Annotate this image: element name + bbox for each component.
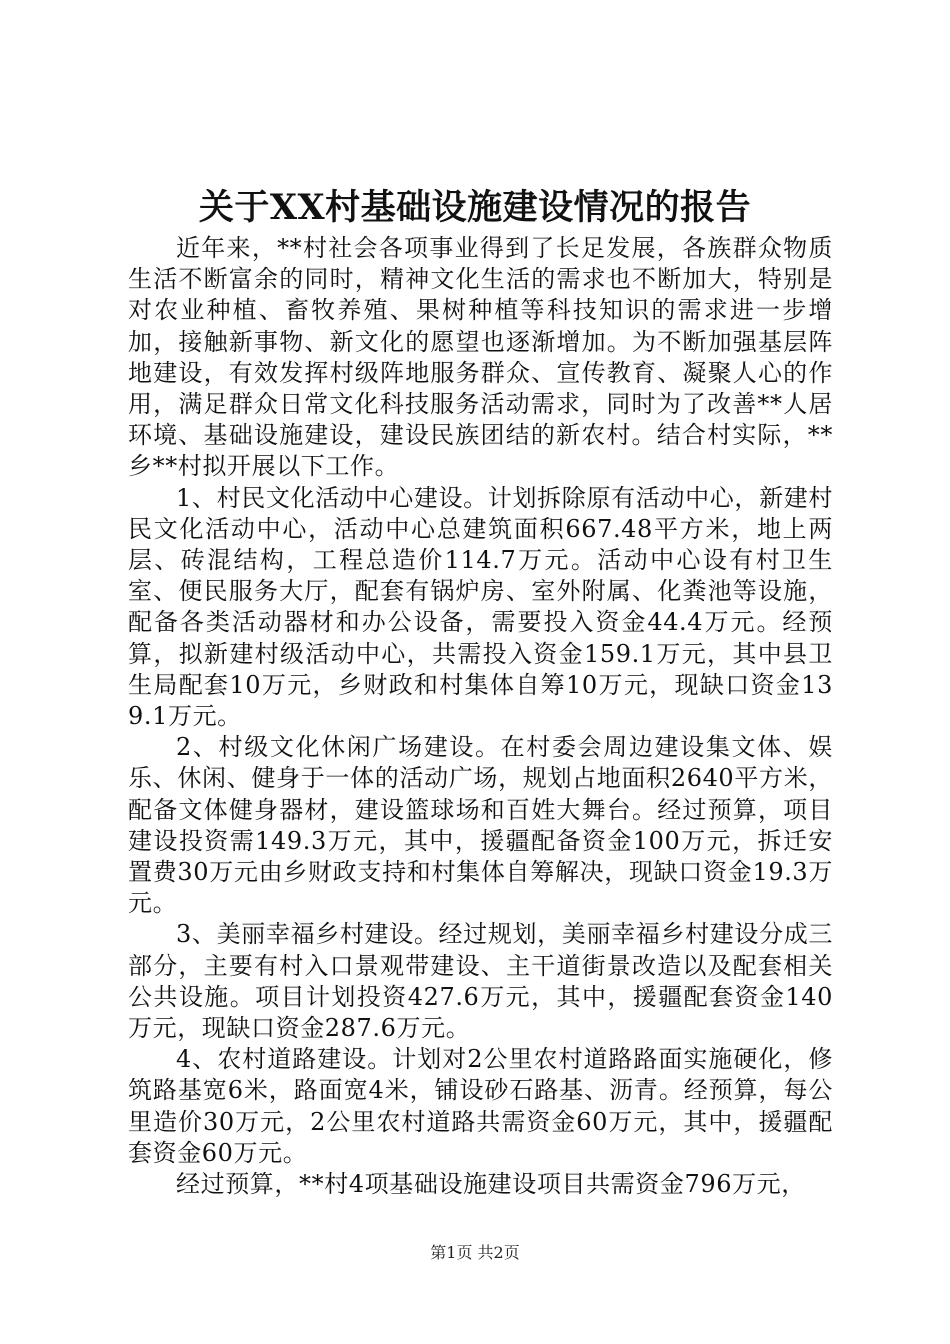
page-footer: 第1页 共2页	[430, 1243, 520, 1262]
summary-paragraph: 经过预算，**村4项基础设施建设项目共需资金796万元，	[176, 1170, 806, 1199]
item-1-paragraph: 1、村民文化活动中心建设。计划拆除原有活动中心，新建村民文化活动中心，活动中心总建筑面积667.48平方米，地上两层、砖混结构，工程总造价114.7万元。活动中心设有村卫生室、便民服务大厅，配套有锅炉房、室外附属、化粪池等设施，配备各类活动器材和办公设备，需要投入资金44.4万元。经预算，拟新建村级活动中心，共需投入资金159.1万元，其中县卫生局配套10万元，乡财政和村集体自筹10万元，现缺口资金139.1万元。	[128, 483, 833, 731]
item-3-paragraph: 3、美丽幸福乡村建设。经过规划，美丽幸福乡村建设分成三部分，主要有村入口景观带建设、主干道街景改造以及配套相关公共设施。项目计划投资427.6万元，其中，援疆配套资金140万元，现缺口资金287.6万元。	[128, 920, 833, 1043]
item-2-paragraph: 2、村级文化休闲广场建设。在村委会周边建设集文体、娱乐、休闲、健身于一体的活动广场，规划占地面积2640平方米，配备文体健身器材，建设篮球场和百姓大舞台。经过预算，项目建设投资需149.3万元，其中，援疆配备资金100万元，拆迁安置费30万元由乡财政支持和村集体自筹解决，现缺口资金19.3万元。	[128, 733, 833, 918]
item-4-paragraph: 4、农村道路建设。计划对2公里农村道路路面实施硬化，修筑路基宽6米，路面宽4米，铺设砂石路基、沥青。经预算，每公里造价30万元，2公里农村道路共需资金60万元，其中，援疆配套资金60万元。	[128, 1045, 833, 1167]
document-body	[128, 233, 833, 1200]
document-title: 关于XX村基础设施建设情况的报告	[198, 187, 752, 228]
intro-paragraph: 近年来，**村社会各项事业得到了长足发展，各族群众物质生活不断富余的同时，精神文化生活的需求也不断加大，特别是对农业种植、畜牧养殖、果树种植等科技知识的需求进一步增加，接触新事物、新文化的愿望也逐渐增加。为不断加强基层阵地建设，有效发挥村级阵地服务群众、宣传教育、凝聚人心的作用，满足群众日常文化科技服务活动需求，同时为了改善**人居环境、基础设施建设，建设民族团结的新农村。结合村实际，**乡**村拟开展以下工作。	[128, 234, 833, 481]
